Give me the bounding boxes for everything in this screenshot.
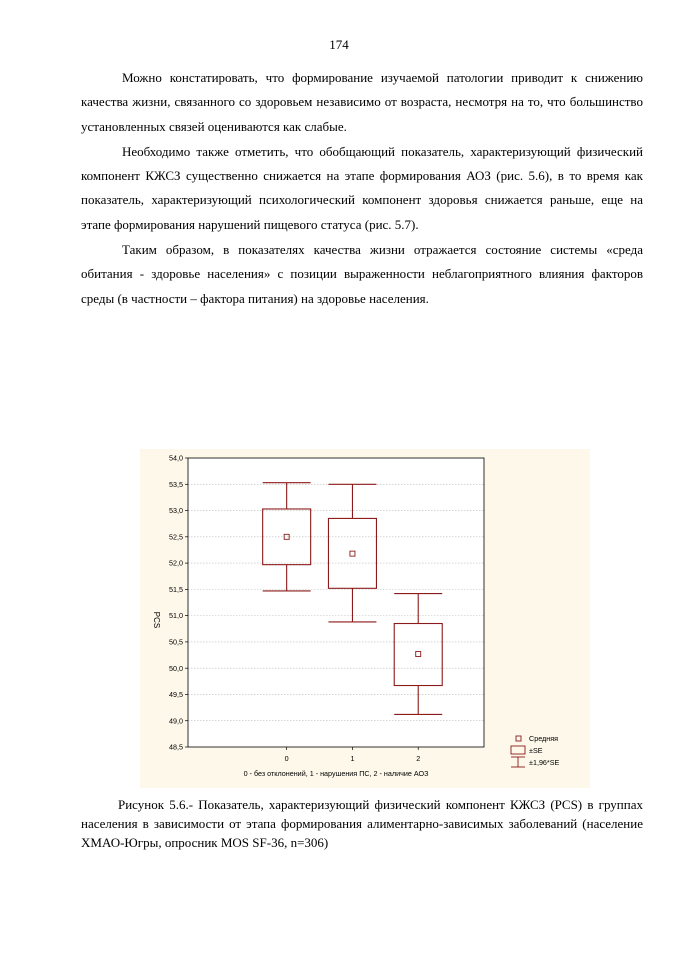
chart-svg xyxy=(140,449,590,788)
figure-caption: Рисунок 5.6.- Показатель, характеризующий физический компонент КЖСЗ (PCS) в группах населения в зависимости от этапа формирования алиментарно-зависимых заболеваний (население ХМАО-Югры, опросник MOS SF-36, n=306) xyxy=(81,797,643,850)
legend-mean-label: Средняя xyxy=(529,734,558,743)
legend-se-label: ±SE xyxy=(529,746,543,755)
y-tick-label: 50,5 xyxy=(169,637,183,647)
y-tick-label: 53,5 xyxy=(169,479,183,489)
page-number: 174 xyxy=(329,37,349,52)
paragraph-2: Необходимо также отметить, что обобщающий показатель, характеризующий физический компонент КЖСЗ существенно снижается на этапе формирования АОЗ (рис. 5.6), в то время как показатель, характеризующий психологический компонент здоровья снижается раньше, еще на этапе формирования нарушений пищевого статуса (рис. 5.7). xyxy=(81,143,643,232)
y-tick-label: 49,5 xyxy=(169,690,183,700)
x-axis-label: 0 - без отклонений, 1 - нарушения ПС, 2 - наличие АОЗ xyxy=(243,769,429,778)
x-tick-label: 2 xyxy=(416,754,421,763)
paragraph-3: Таким образом, в показателях качества жизни отражается состояние системы «среда обитания - здоровье населения» с позиции выраженности неблагоприятного влияния факторов среды (в частности – фактора питания) на здоровье населения. xyxy=(81,242,643,306)
y-axis-label: PCS xyxy=(152,611,161,629)
y-tick-label: 48,5 xyxy=(169,742,183,752)
y-tick-label: 52,5 xyxy=(169,532,183,542)
paragraph-1: Можно констатировать, что формирование изучаемой патологии приводит к снижению качества жизни, связанного со здоровьем независимо от возраста, несмотря на то, что большинство установленных связей оцениваются как слабые. xyxy=(81,70,643,134)
pcs-box-chart xyxy=(140,449,590,788)
x-tick-label: 1 xyxy=(350,754,355,763)
body-text xyxy=(81,66,643,312)
y-tick-label: 54,0 xyxy=(169,453,183,463)
legend-ci-label: ±1,96*SE xyxy=(529,758,560,767)
plot-area xyxy=(188,458,484,747)
y-tick-label: 51,0 xyxy=(169,611,183,621)
y-tick-label: 49,0 xyxy=(169,716,183,726)
y-tick-label: 52,0 xyxy=(169,558,183,568)
y-tick-label: 51,5 xyxy=(169,584,183,594)
x-tick-label: 0 xyxy=(284,754,289,763)
y-tick-label: 50,0 xyxy=(169,663,183,673)
y-tick-label: 53,0 xyxy=(169,506,183,516)
